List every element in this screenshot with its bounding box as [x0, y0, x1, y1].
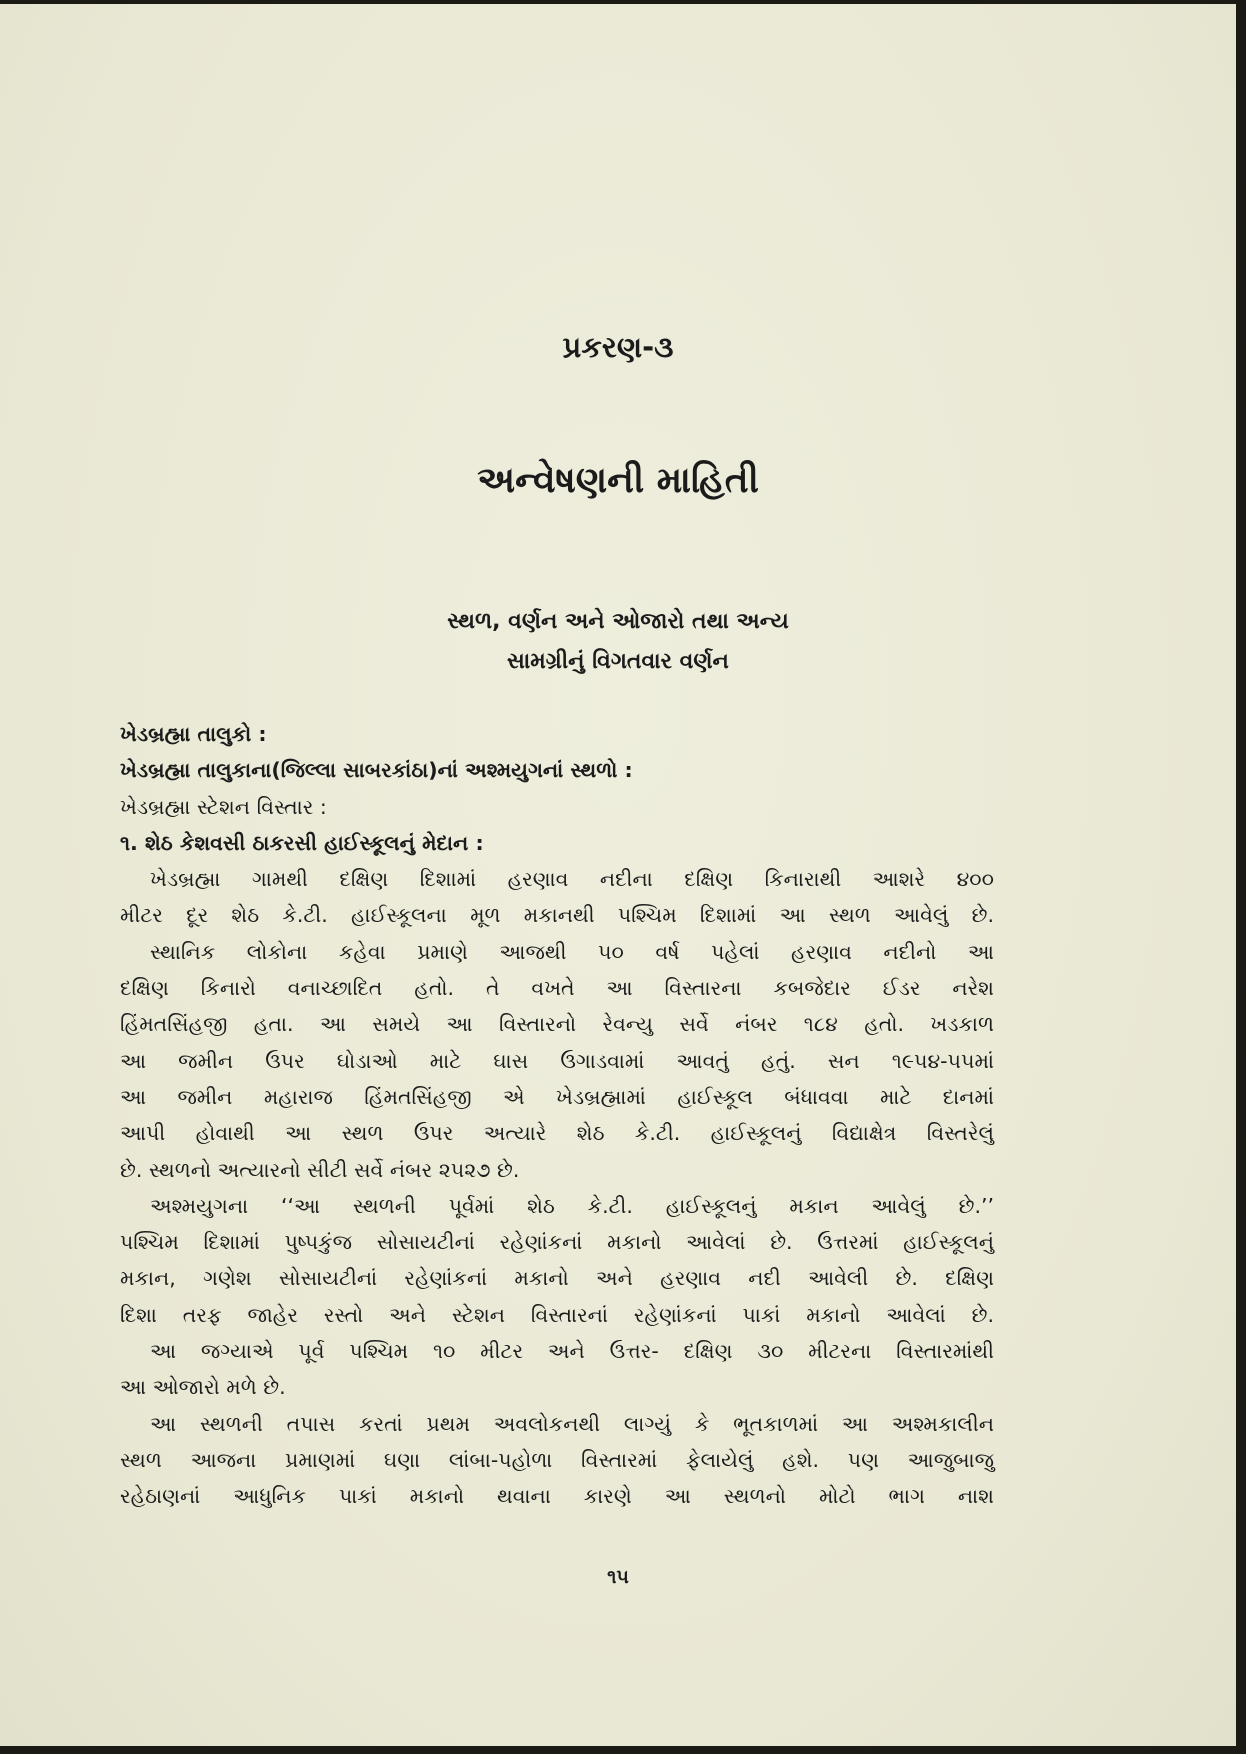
paragraph-line: રહેઠાણનાં આધુનિક પાકાં મકાનો થવાના કારણે આ સ્થળનો મોટો ભાગ નાશ	[120, 1484, 994, 1509]
subtitle	[0, 602, 1236, 682]
paragraph-line: સ્થાનિક લોકોના કહેવા પ્રમાણે આજથી ૫૦ વર્ષ પહેલાં હરણાવ નદીનો આ	[150, 939, 994, 964]
paragraph-line: છે. સ્થળનો અત્યારનો સીટી સર્વે નંબર ૨૫૨૭ છે.	[120, 1157, 520, 1182]
paragraph-line: મીટર દૂર શેઠ કે.ટી. હાઈસ્કૂલના મૂળ મકાનથી પશ્ચિમ દિશામાં આ સ્થળ આવેલું છે.	[120, 903, 994, 928]
page-number: ૧૫	[607, 1566, 629, 1588]
section-heading-station-area: ખેડબ્રહ્મા સ્ટેશન વિસ્તાર :	[120, 794, 327, 819]
paragraph-line: દક્ષિણ કિનારો વનાચ્છાદિત હતો. તે વખતે આ વિસ્તારના કબજેદાર ઈડર નરેશ	[120, 976, 994, 1001]
page-title: અન્વેષણની માહિતી	[477, 460, 759, 501]
paragraph-line: પશ્ચિમ દિશામાં પુષ્પકુંજ સોસાયટીનાં રહેણાંકનાં મકાનો આવેલાં છે. ઉત્તરમાં હાઈસ્કૂલનું	[120, 1230, 994, 1255]
section-heading-sites: ખેડબ્રહ્મા તાલુકાના(જિલ્લા સાબરકાંઠા)નાં અશ્મયુગનાં સ્થળો :	[120, 758, 633, 783]
site-heading: ૧. શેઠ કેશવસી ઠાકરસી હાઈસ્કૂલનું મેદાન :	[120, 830, 484, 855]
paragraph-line: આ ઓજારો મળે છે.	[120, 1375, 286, 1400]
paragraph-line: આપી હોવાથી આ સ્થળ ઉપર અત્યારે શેઠ કે.ટી. હાઈસ્કૂલનું વિદ્યાક્ષેત્ર વિસ્તરેલું	[120, 1121, 994, 1146]
paragraph-line: હિંમતસિંહજી હતા. આ સમયે આ વિસ્તારનો રેવન્યુ સર્વે નંબર ૧૮૪ હતો. ખડકાળ	[120, 1012, 994, 1037]
paragraph-line: દિશા તરફ જાહેર રસ્તો અને સ્ટેશન વિસ્તારનાં રહેણાંકનાં પાકાં મકાનો આવેલાં છે.	[120, 1302, 994, 1327]
paragraph-line: આ જમીન મહારાજ હિંમતસિંહજી એ ખેડબ્રહ્મામાં હાઈસ્કૂલ બંધાવવા માટે દાનમાં	[120, 1084, 994, 1109]
section-heading-taluka: ખેડબ્રહ્મા તાલુકો :	[120, 722, 267, 746]
paragraph-line: આ સ્થળની તપાસ કરતાં પ્રથમ અવલોકનથી લાગ્યું કે ભૂતકાળમાં આ અશ્મકાલીન	[150, 1411, 994, 1436]
paragraph-line: ખેડબ્રહ્મા ગામથી દક્ષિણ દિશામાં હરણાવ નદીના દક્ષિણ કિનારાથી આશરે ૪૦૦	[150, 867, 994, 892]
paragraph-line: આ જગ્યાએ પૂર્વ પશ્ચિમ ૧૦ મીટર અને ઉત્તર- દક્ષિણ ૩૦ મીટરના વિસ્તારમાંથી	[150, 1339, 994, 1364]
subtitle-line: સ્થળ, વર્ણન અને ઓજારો તથા અન્ય	[447, 609, 789, 634]
paragraph-line: આ જમીન ઉપર ઘોડાઓ માટે ઘાસ ઉગાડવામાં આવતું હતું. સન ૧૯૫૪-૫૫માં	[120, 1048, 994, 1073]
chapter-heading: પ્રકરણ-૩	[562, 330, 674, 364]
paragraph-line: મકાન, ગણેશ સોસાયટીનાં રહેણાંકનાં મકાનો અને હરણાવ નદી આવેલી છે. દક્ષિણ	[120, 1266, 994, 1291]
document-page	[0, 4, 1236, 1746]
subtitle-line: સામગ્રીનું વિગતવાર વર્ણન	[507, 649, 729, 674]
body-text	[120, 716, 994, 1515]
paragraph-line: સ્થળ આજના પ્રમાણમાં ઘણા લાંબા-પહોળા વિસ્તારમાં ફેલાયેલું હશે. પણ આજુબાજુ	[120, 1447, 994, 1472]
paragraph-line: અશ્મયુગના ‘‘આ સ્થળની પૂર્વમાં શેઠ કે.ટી. હાઈસ્કૂલનું મકાન આવેલું છે.’’	[150, 1193, 994, 1218]
